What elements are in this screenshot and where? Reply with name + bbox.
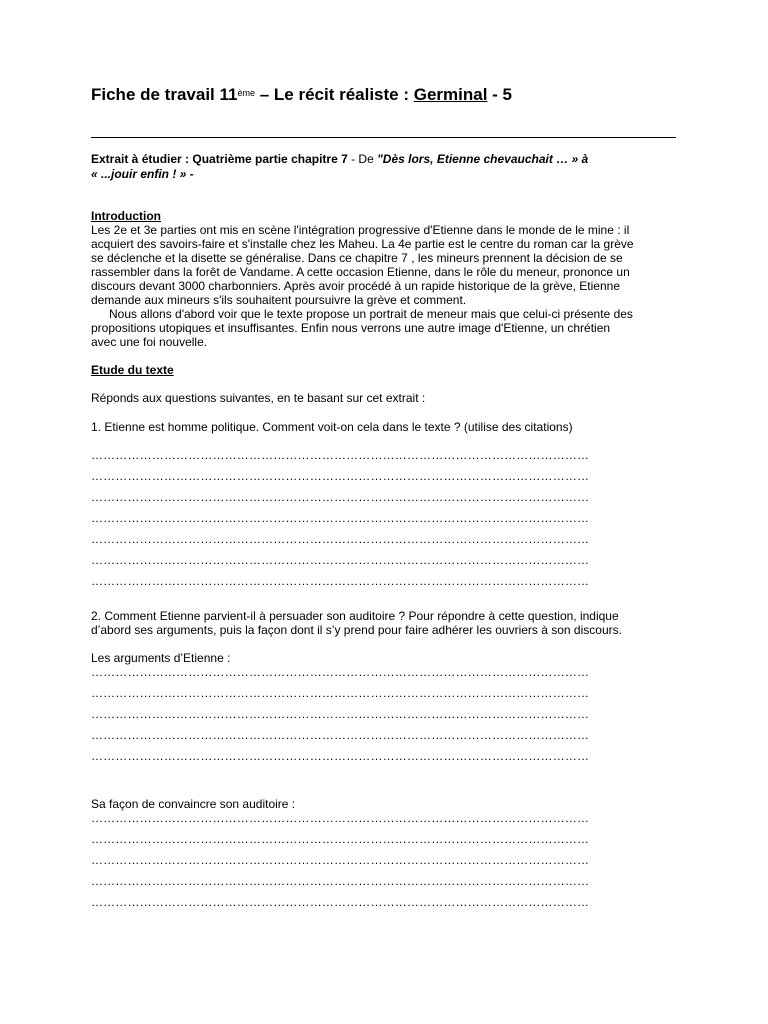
answer-line[interactable]: …………………………………………………………………………………………………………… [91,469,590,483]
page-title: Fiche de travail 11ème – Le récit réaliste : Germinal - 5 [91,85,512,104]
answer-line[interactable]: …………………………………………………………………………………………………………… [91,448,590,462]
answer-line[interactable]: …………………………………………………………………………………………………………… [91,511,590,525]
answer-line[interactable]: …………………………………………………………………………………………………………… [91,832,590,846]
answer-line[interactable]: …………………………………………………………………………………………………………… [91,707,590,721]
facon-label: Sa façon de convaincre son auditoire : [91,797,296,811]
intro-line: rassembler dans la forêt de Vandame. A cette occasion Etienne, dans le rôle du meneur, prononce un [91,265,630,279]
title-superscript: ème [237,88,255,98]
answer-line[interactable]: …………………………………………………………………………………………………………… [91,749,590,763]
title-divider [91,137,676,138]
intro-line: acquiert des savoirs-faire et s'installe chez les Maheu. La 4e partie est le centre du roman car la grève [91,237,634,251]
answer-line[interactable]: …………………………………………………………………………………………………………… [91,811,590,825]
answer-line[interactable]: …………………………………………………………………………………………………………… [91,553,590,567]
question-1: 1. Etienne est homme politique. Comment voit-on cela dans le texte ? (utilise des citations) [91,420,573,434]
intro-line: Nous allons d'abord voir que le texte propose un portrait de meneur mais que celui-ci présente des [109,307,633,321]
answer-line[interactable]: …………………………………………………………………………………………………………… [91,853,590,867]
answer-line[interactable]: …………………………………………………………………………………………………………… [91,532,590,546]
answer-line[interactable]: …………………………………………………………………………………………………………… [91,665,590,679]
etude-heading: Etude du texte [91,363,174,377]
arguments-label: Les arguments d’Etienne : [91,651,231,665]
answer-line[interactable]: …………………………………………………………………………………………………………… [91,686,590,700]
question-2: 2. Comment Etienne parvient-il à persuader son auditoire ? Pour répondre à cette question, indique d’abord ses arguments, puis la façon dont il s’y prend pour faire adhérer les ouvriers à son discours. [91,609,622,637]
answer-line[interactable]: …………………………………………………………………………………………………………… [91,874,590,888]
intro-line: avec une foi nouvelle. [91,335,208,349]
extract-reference: Extrait à étudier : Quatrième partie chapitre 7 - De "Dès lors, Etienne chevauchait … » à « ...jouir enfin ! » - [91,152,589,181]
intro-line: discours devant 3000 charbonniers. Après avoir procédé à un rapide historique de la grève, Etienne [91,279,621,293]
answer-line[interactable]: …………………………………………………………………………………………………………… [91,728,590,742]
introduction-heading: Introduction [91,209,161,223]
intro-line: demande aux mineurs s'ils souhaitent poursuivre la grève et comment. [91,293,467,307]
book-title: Germinal [413,85,488,104]
answer-line[interactable]: …………………………………………………………………………………………………………… [91,490,590,504]
intro-line: Les 2e et 3e parties ont mis en scène l'intégration progressive d'Etienne dans le monde de le mine : il [91,223,630,237]
answer-line[interactable]: …………………………………………………………………………………………………………… [91,574,590,588]
intro-line: se déclenche et la disette se généralise. Dans ce chapitre 7 , les mineurs prennent la décision de se [91,251,623,265]
answer-line[interactable]: …………………………………………………………………………………………………………… [91,895,590,909]
instruction-text: Réponds aux questions suivantes, en te basant sur cet extrait : [91,391,426,405]
intro-line: propositions utopiques et insuffisantes. Enfin nous verrons une autre image d'Etienne, un chrétien [91,321,611,335]
introduction-section [91,209,634,349]
